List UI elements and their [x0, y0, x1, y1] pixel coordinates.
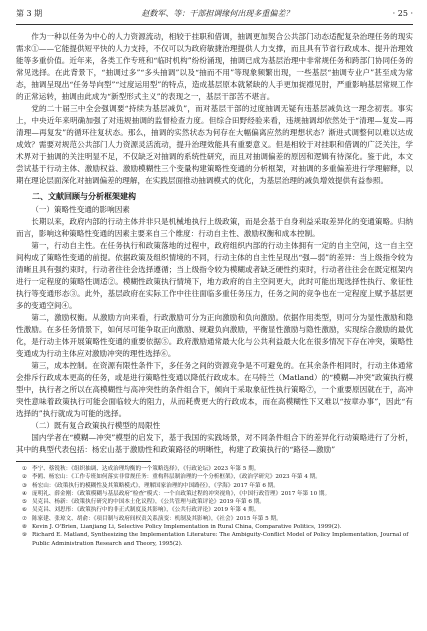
footnote: ⑨ Richard E. Matland, Synthesizing the Implementation Literature: The Ambiguity-Conflict Model of Policy Implementation, Journal of Public Administration Research and Theory, 1995(2). — [22, 532, 409, 547]
footnote: ⑧ Kevin J. O'Brien, Lianjiang Li, Selective Policy Implementation in Rural China, Comparative Politics, 1999(2). — [22, 524, 342, 531]
footnote: ④ 庞明礼、薛金刚：《政策模糊与基层政府“检查”模式：一个自政策过程的冲突视角》，《中国行政管理》2017 年第 10 期。 — [22, 490, 331, 497]
footnote: ⑤ 吴克昌、杨新：《政策执行研究的中国本土化议程》，《公共管理与政策评论》2019 年第 6 期。 — [22, 499, 265, 506]
paragraph-2: 党的二十届三中全会强调要“持续为基层减负”，而对基层干部的过度抽调无疑有违基层减负这一理念初衷。事实上，中央近年来明确加强了对违规抽调的监督检查力度。但综合田野经验来看，违规抽调却依然处于“清理—复发—再清理—再复发”的循环往复状态。那么，抽调的实然状态为何存在大幅偏离应然的理想状态？渐进式调整何以难以达成成效？需要对规范公共部门人力资源灵活流动，提升治理效能具有重要意义。但是相较于对挂职和借调的广泛关注，学术界对于抽调的关注明显不足，不仅缺乏对抽调的系统性研究，而且对抽调偏差的原因和逻辑有待深化。鉴于此，本文尝试基于行动主体、激励权益、激励模糊性三个变量构建策略性变通的分析框架，对抽调的多重偏差进行学理解释，以期在理论层面深化对抽调偏差的理解，在实践层面推动抽调模式的优化，为基层治理的减负增效提供有益参照。 — [16, 104, 413, 185]
paragraph-7: 国内学者在“模糊—冲突”模型的启发下，基于我国的实践场景，对不同条件组合下的差异化行动策略进行了分析，其中的典型代表包括：杨宏山基于激励性和政策路径的明晰性，构建了政策执行的“路径—激励” — [16, 433, 413, 454]
footnote: ① 李宁、蔡锐秋：《组织抽调、达成治理均衡的一个策略选择》，《行政论坛》2023 年第 5 期。 — [22, 466, 260, 472]
subsection-heading-1: （一）策略性变通的影响因素 — [31, 205, 130, 214]
subsection-heading-2: （二）既有复合政策执行模型的局限性 — [31, 421, 161, 430]
header-rule — [16, 24, 413, 25]
paragraph-5: 第二，激励权衡。从激励方向来看，行政激励可分为正向激励和负向激励。依据作用类型，则可分为显性激励和隐性激励。在多任务情景下，如何尽可能争取正向激励、规避负向激励，平衡显性激励与隐性激励，实现综合激励的最优化，是行动主体开展策略性变通的重要依据⑤。政府激励通常最大化与公共利益最大化在很多情况下存在冲突，策略性变通成为行动主体应对激励冲突的理性选择⑥。 — [16, 313, 413, 358]
footnote: ⑥ 吴克昌、刘思彤：《政策执行中的非正式制度及其影响》，《公共行政评论》2019 年第 4 期。 — [22, 507, 260, 514]
section-heading: 二、文献回顾与分析框架建构 — [32, 192, 136, 201]
paragraph-1: 作为一种以任务为中心的人力资源流动，相较于挂职和借调，抽调更加契合公共部门动态适配复杂治理任务的现实需求①——它能提供短平快的人力支持，不仅可以为政府敏捷治理提供人力支撑，而且具有节省行政成本、提升治理效能等多重价值。近年来，各类工作专班和“临时机构”纷纷涌现，抽调已成为基层治理中非常规任务和跨部门协同任务的常见选择。在此背景下，“抽调过多”“多头抽调”以及“抽而不用”等现象频繁出现，一些基层“抽调专业户”甚至成为常态，抽调呈现出“任务导向型”“过度运用型”的特点，造成基层原本就紧缺的人手更加捉襟见肘，严重影响基层常规工作的正常运转，抽调由此成为“新型形式主义”的表现之一，基层干部苦不堪言。 — [16, 32, 413, 101]
issue-label: 第 3 期 — [16, 9, 43, 18]
paragraph-3: 长期以来，政府内部的行动主体并非只是机械地执行上级政策，而是会基于自身利益采取差异化的变通策略。归纳而言，影响这种策略性变通的因素主要来自三个维度：行动自主性、激励权衡和成本控制。 — [16, 217, 413, 238]
footnotes — [16, 465, 413, 548]
page-header — [16, 8, 413, 22]
footnote-rule — [16, 461, 151, 462]
footnote: ② 李鸥、杨宏山：《工作专班如何落实非常规任务：重构科层制治理的一个分析框架》，《政治学研究》2023 年第 4 期。 — [22, 474, 321, 481]
paragraph-6: 第三，成本控制。在资源有限性条件下，多任务之间的资源竞争是不可避免的。在其余条件相同时，行动主体通常会排斥行政成本更高的任务，或是进行策略性变通以降低行政成本。在马特兰（Matland）的“模糊—冲突”政策执行模型中，执行者之所以在高模糊性与高冲突性的条件组合下，倾向于采取象征性执行策略⑦，一个重要原因就在于，高冲突性意味着政策执行可能会面临较大的阻力，从而耗费更大的行政成本，而在高模糊性下又难以“按章办事”，因此“有选择的”执行就成为可能的选择。 — [16, 361, 413, 418]
paragraph-4: 第一，行动自主性。在任务执行和政策落地的过程中，政府组织内部的行动主体拥有一定的自主空间，这一自主空间构成了策略性变通的前提。依据政策及组织情境的不同，行动主体的自主性呈现出“强—弱”的差异：当上级指令较为清晰且具有强约束时，行动者往往会选择遵循；当上级指令较为模糊或者缺乏硬性约束时，行动者往往会在既定框架内进行一定程度的策略性调适②。模糊性政策执行情境下，地方政府的自主空间更大，此时可能出现选择性执行、象征性执行等变通形态③。此外，基层政府在实际工作中往往面临多重任务压力，任务之间的竞争也在一定程度上赋予基层更多的变通空间④。 — [16, 241, 413, 310]
footnote: ⑦ 陈家建、张琼文、胡俞：《项目制与政府间权责关系演变：机制及其影响》，《社会》2015 年第 5 期。 — [22, 515, 282, 522]
footnote: ③ 杨宏山：《政策执行的模糊性及其策略模式》，理解国家治理的中国路径》，《学海》2017 年第 6 期。 — [22, 482, 279, 489]
page-number: · 25 · — [392, 9, 413, 18]
running-title: 赵数军、等：干部担调缘何出现多重偏差？ — [141, 9, 294, 18]
